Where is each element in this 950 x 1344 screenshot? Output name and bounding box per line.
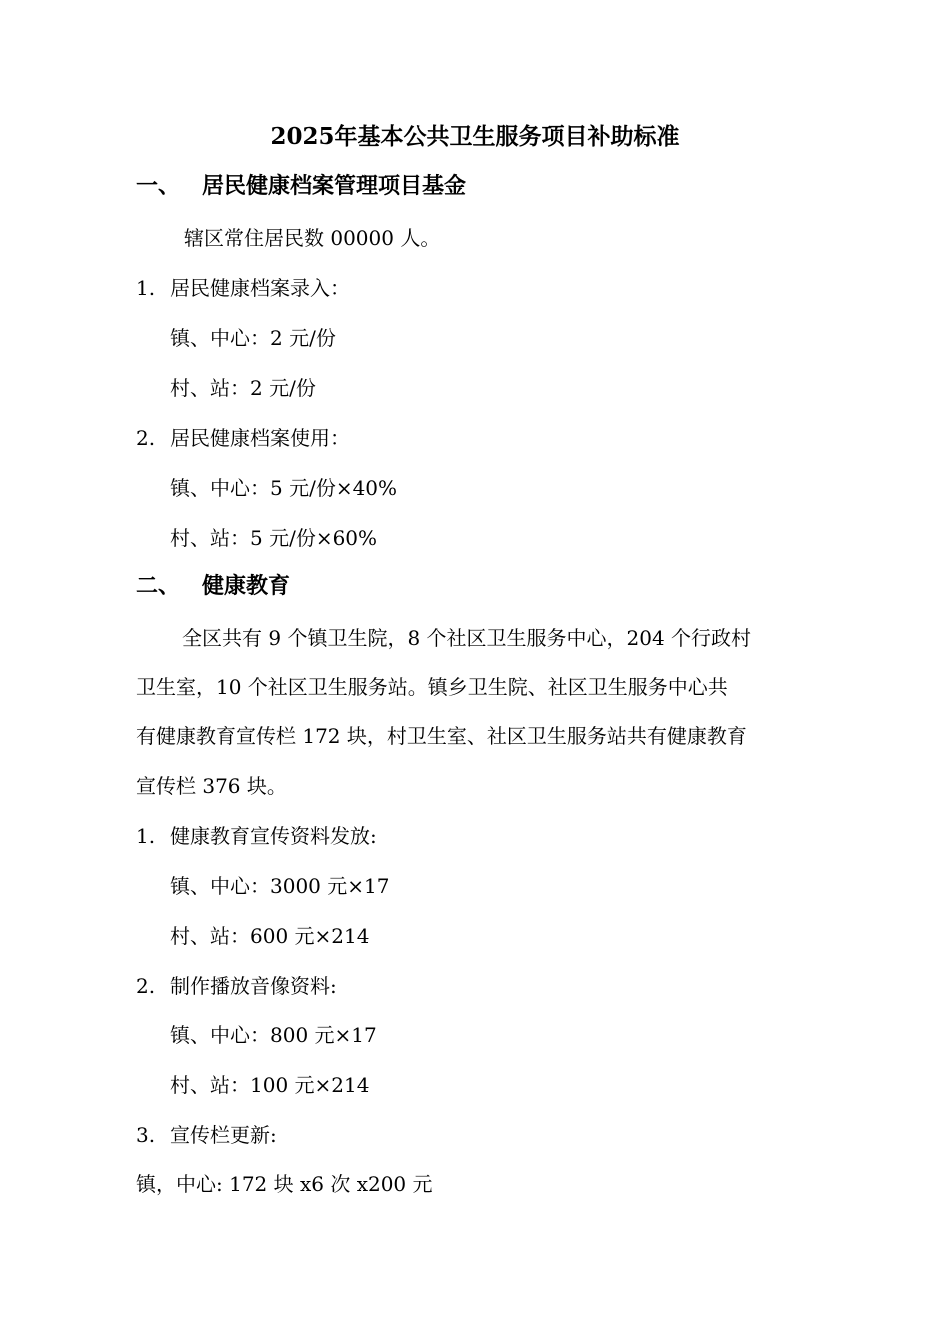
section-1-item-2 (136, 424, 350, 452)
item-label: 制作播放音像资料: (170, 974, 337, 998)
document-title: 2025年基本公共卫生服务项目补助标准 (270, 123, 680, 150)
section-2-paragraph-line: 全区共有 9 个镇卫生院，8 个社区卫生服务中心，204 个行政村 (182, 626, 752, 650)
section-2-item-3-town: 镇，中心: 172 块 x6 次 x200 元 (136, 1172, 433, 1196)
section-1-heading (136, 172, 466, 200)
section-1-item-2-town: 镇、中心：5 元/份×40% (170, 476, 398, 500)
section-2-heading (136, 572, 290, 600)
section-2-item-1-town: 镇、中心：3000 元×17 (170, 874, 390, 898)
item-label: 健康教育宣传资料发放: (170, 824, 377, 848)
section-2-paragraph-line: 卫生室，10 个社区卫生服务站。镇乡卫生院、社区卫生服务中心共 (136, 675, 728, 699)
item-label: 居民健康档案录入： (170, 276, 350, 300)
section-1-item-1-village: 村、站：2 元/份 (170, 376, 316, 400)
section-1-title: 居民健康档案管理项目基金 (202, 173, 467, 199)
item-number: 2. (136, 426, 156, 450)
section-2-number: 二、 (136, 573, 181, 599)
item-number: 1. (136, 824, 156, 848)
section-1-item-1-town: 镇、中心：2 元/份 (170, 326, 336, 350)
section-2-item-2-town: 镇、中心：800 元×17 (170, 1023, 377, 1047)
item-number: 2. (136, 974, 156, 998)
section-2-item-1-village: 村、站：600 元×214 (170, 924, 370, 948)
section-1-item-1 (136, 274, 350, 302)
section-1-item-2-village: 村、站：5 元/份×60% (170, 526, 378, 550)
section-2-item-3 (136, 1121, 277, 1149)
section-2-item-2-village: 村、站：100 元×214 (170, 1073, 370, 1097)
item-number: 3. (136, 1123, 156, 1147)
section-2-item-2 (136, 972, 337, 1000)
section-1-intro: 辖区常住居民数 00000 人。 (184, 226, 441, 250)
item-label: 宣传栏更新: (170, 1123, 277, 1147)
section-2-paragraph-line: 宣传栏 376 块。 (136, 774, 287, 798)
section-1-number: 一、 (136, 173, 181, 199)
section-2-title: 健康教育 (202, 573, 291, 599)
item-label: 居民健康档案使用： (170, 426, 350, 450)
item-number: 1. (136, 276, 156, 300)
section-2-item-1 (136, 822, 377, 850)
section-2-paragraph-line: 有健康教育宣传栏 172 块，村卫生室、社区卫生服务站共有健康教育 (136, 724, 747, 748)
